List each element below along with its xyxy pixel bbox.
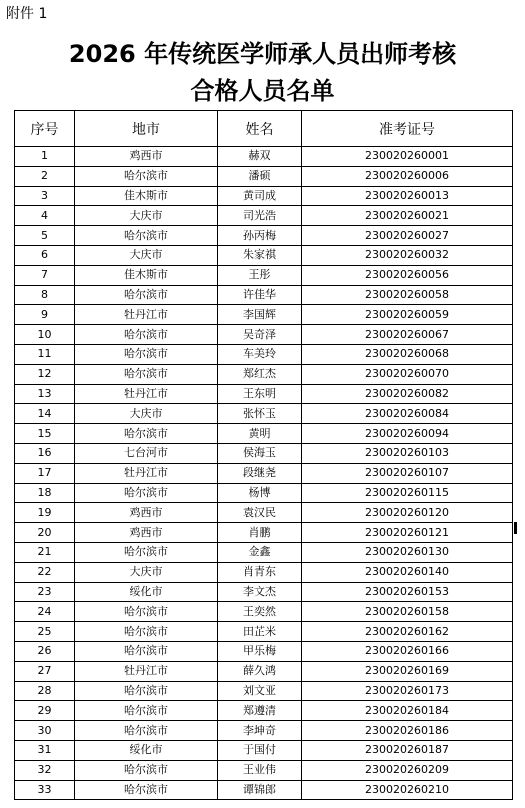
table-row — [15, 384, 513, 404]
cell-region: 七台河市 — [75, 443, 218, 463]
document-title-line-2: 合格人员名单 — [190, 77, 335, 105]
page-edge-mark — [514, 522, 517, 534]
cell-exam-id: 230020260103 — [302, 443, 513, 463]
cell-name: 黄明 — [218, 424, 302, 444]
cell-no: 7 — [15, 265, 75, 285]
cell-name: 刘文亚 — [218, 681, 302, 701]
table-row — [15, 443, 513, 463]
cell-no: 4 — [15, 206, 75, 226]
cell-no: 9 — [15, 305, 75, 325]
cell-no: 24 — [15, 602, 75, 622]
cell-region: 佳木斯市 — [75, 265, 218, 285]
cell-region: 鸡西市 — [75, 503, 218, 523]
cell-no: 32 — [15, 760, 75, 780]
cell-name: 薛久鸿 — [218, 661, 302, 681]
cell-region: 牡丹江市 — [75, 305, 218, 325]
table-row — [15, 147, 513, 167]
cell-name: 袁汉民 — [218, 503, 302, 523]
table-row — [15, 285, 513, 305]
cell-exam-id: 230020260210 — [302, 780, 513, 800]
cell-name: 王奕然 — [218, 602, 302, 622]
cell-no: 17 — [15, 463, 75, 483]
cell-region: 牡丹江市 — [75, 463, 218, 483]
cell-name: 杨博 — [218, 483, 302, 503]
document-title-line-1: 2026 年传统医学师承人员出师考核 — [68, 40, 457, 68]
cell-no: 23 — [15, 582, 75, 602]
cell-exam-id: 230020260068 — [302, 344, 513, 364]
cell-region: 大庆市 — [75, 206, 218, 226]
table-row — [15, 740, 513, 760]
cell-no: 33 — [15, 780, 75, 800]
attachment-label: 附件 1 — [6, 6, 48, 22]
cell-name: 谭锦郎 — [218, 780, 302, 800]
cell-no: 31 — [15, 740, 75, 760]
table-row — [15, 206, 513, 226]
cell-name: 郑遵清 — [218, 701, 302, 721]
cell-name: 张怀玉 — [218, 404, 302, 424]
cell-exam-id: 230020260027 — [302, 226, 513, 246]
cell-exam-id: 230020260094 — [302, 424, 513, 444]
cell-exam-id: 230020260084 — [302, 404, 513, 424]
cell-exam-id: 230020260021 — [302, 206, 513, 226]
cell-name: 司光浩 — [218, 206, 302, 226]
cell-exam-id: 230020260184 — [302, 701, 513, 721]
table-header-row — [15, 111, 513, 147]
cell-name: 王东明 — [218, 384, 302, 404]
cell-region: 哈尔滨市 — [75, 226, 218, 246]
cell-exam-id: 230020260120 — [302, 503, 513, 523]
cell-name: 许佳华 — [218, 285, 302, 305]
table-row — [15, 562, 513, 582]
cell-exam-id: 230020260001 — [302, 147, 513, 167]
table-row — [15, 166, 513, 186]
table-row — [15, 582, 513, 602]
cell-region: 哈尔滨市 — [75, 166, 218, 186]
cell-no: 25 — [15, 622, 75, 642]
cell-exam-id: 230020260130 — [302, 542, 513, 562]
cell-region: 哈尔滨市 — [75, 542, 218, 562]
cell-exam-id: 230020260186 — [302, 721, 513, 741]
cell-no: 1 — [15, 147, 75, 167]
cell-exam-id: 230020260166 — [302, 641, 513, 661]
cell-name: 李文杰 — [218, 582, 302, 602]
cell-no: 5 — [15, 226, 75, 246]
cell-exam-id: 230020260058 — [302, 285, 513, 305]
cell-exam-id: 230020260056 — [302, 265, 513, 285]
cell-region: 哈尔滨市 — [75, 760, 218, 780]
cell-name: 金鑫 — [218, 542, 302, 562]
table-row — [15, 681, 513, 701]
cell-no: 30 — [15, 721, 75, 741]
cell-name: 段继尧 — [218, 463, 302, 483]
cell-no: 19 — [15, 503, 75, 523]
cell-region: 鸡西市 — [75, 523, 218, 543]
table-row — [15, 463, 513, 483]
cell-name: 于国付 — [218, 740, 302, 760]
cell-name: 赫双 — [218, 147, 302, 167]
cell-no: 14 — [15, 404, 75, 424]
cell-region: 牡丹江市 — [75, 661, 218, 681]
cell-name: 田芷米 — [218, 622, 302, 642]
cell-region: 大庆市 — [75, 562, 218, 582]
cell-no: 18 — [15, 483, 75, 503]
cell-exam-id: 230020260158 — [302, 602, 513, 622]
cell-name: 孙丙梅 — [218, 226, 302, 246]
cell-no: 22 — [15, 562, 75, 582]
cell-no: 28 — [15, 681, 75, 701]
cell-region: 哈尔滨市 — [75, 721, 218, 741]
cell-no: 26 — [15, 641, 75, 661]
cell-region: 哈尔滨市 — [75, 622, 218, 642]
cell-region: 哈尔滨市 — [75, 285, 218, 305]
cell-region: 佳木斯市 — [75, 186, 218, 206]
cell-exam-id: 230020260082 — [302, 384, 513, 404]
cell-no: 20 — [15, 523, 75, 543]
table-row — [15, 186, 513, 206]
cell-region: 哈尔滨市 — [75, 780, 218, 800]
cell-region: 哈尔滨市 — [75, 325, 218, 345]
cell-exam-id: 230020260153 — [302, 582, 513, 602]
cell-no: 6 — [15, 245, 75, 265]
cell-no: 2 — [15, 166, 75, 186]
cell-exam-id: 230020260070 — [302, 364, 513, 384]
cell-exam-id: 230020260115 — [302, 483, 513, 503]
table-row — [15, 602, 513, 622]
cell-region: 大庆市 — [75, 245, 218, 265]
cell-name: 李国辉 — [218, 305, 302, 325]
cell-no: 15 — [15, 424, 75, 444]
table-row — [15, 364, 513, 384]
table-row — [15, 325, 513, 345]
column-header-exam-id: 准考证号 — [302, 111, 513, 147]
cell-no: 29 — [15, 701, 75, 721]
cell-name: 朱家祺 — [218, 245, 302, 265]
table-row — [15, 641, 513, 661]
cell-region: 牡丹江市 — [75, 384, 218, 404]
cell-exam-id: 230020260107 — [302, 463, 513, 483]
table-row — [15, 226, 513, 246]
table-row — [15, 404, 513, 424]
table-row — [15, 542, 513, 562]
table-row — [15, 721, 513, 741]
cell-name: 李坤奇 — [218, 721, 302, 741]
table-body — [15, 147, 513, 800]
table-row — [15, 245, 513, 265]
cell-region: 绥化市 — [75, 582, 218, 602]
cell-region: 哈尔滨市 — [75, 424, 218, 444]
cell-region: 鸡西市 — [75, 147, 218, 167]
cell-exam-id: 230020260032 — [302, 245, 513, 265]
cell-exam-id: 230020260059 — [302, 305, 513, 325]
cell-name: 车美玲 — [218, 344, 302, 364]
cell-region: 哈尔滨市 — [75, 681, 218, 701]
cell-name: 肖鹏 — [218, 523, 302, 543]
table-row — [15, 305, 513, 325]
cell-no: 27 — [15, 661, 75, 681]
table-row — [15, 701, 513, 721]
cell-no: 3 — [15, 186, 75, 206]
cell-exam-id: 230020260013 — [302, 186, 513, 206]
column-header-name: 姓名 — [218, 111, 302, 147]
cell-name: 潘硕 — [218, 166, 302, 186]
cell-exam-id: 230020260067 — [302, 325, 513, 345]
column-header-region: 地市 — [75, 111, 218, 147]
cell-region: 绥化市 — [75, 740, 218, 760]
table-row — [15, 503, 513, 523]
cell-no: 16 — [15, 443, 75, 463]
table-row — [15, 424, 513, 444]
table-row — [15, 760, 513, 780]
cell-region: 哈尔滨市 — [75, 602, 218, 622]
cell-exam-id: 230020260140 — [302, 562, 513, 582]
qualified-personnel-table — [14, 110, 513, 800]
table-row — [15, 483, 513, 503]
cell-exam-id: 230020260173 — [302, 681, 513, 701]
cell-exam-id: 230020260187 — [302, 740, 513, 760]
table-row — [15, 344, 513, 364]
cell-no: 21 — [15, 542, 75, 562]
table-row — [15, 780, 513, 800]
table-row — [15, 622, 513, 642]
cell-name: 肖青东 — [218, 562, 302, 582]
cell-exam-id: 230020260006 — [302, 166, 513, 186]
cell-region: 哈尔滨市 — [75, 483, 218, 503]
cell-name: 甲乐梅 — [218, 641, 302, 661]
column-header-no: 序号 — [15, 111, 75, 147]
cell-region: 大庆市 — [75, 404, 218, 424]
cell-no: 12 — [15, 364, 75, 384]
cell-name: 黄司成 — [218, 186, 302, 206]
cell-name: 侯海玉 — [218, 443, 302, 463]
cell-name: 吴奇泽 — [218, 325, 302, 345]
cell-name: 郑红杰 — [218, 364, 302, 384]
cell-name: 王业伟 — [218, 760, 302, 780]
cell-name: 王彤 — [218, 265, 302, 285]
table-row — [15, 265, 513, 285]
cell-no: 13 — [15, 384, 75, 404]
cell-region: 哈尔滨市 — [75, 701, 218, 721]
cell-exam-id: 230020260121 — [302, 523, 513, 543]
cell-exam-id: 230020260169 — [302, 661, 513, 681]
cell-exam-id: 230020260209 — [302, 760, 513, 780]
cell-region: 哈尔滨市 — [75, 344, 218, 364]
cell-region: 哈尔滨市 — [75, 641, 218, 661]
cell-no: 8 — [15, 285, 75, 305]
cell-no: 10 — [15, 325, 75, 345]
cell-exam-id: 230020260162 — [302, 622, 513, 642]
cell-no: 11 — [15, 344, 75, 364]
table-row — [15, 661, 513, 681]
cell-region: 哈尔滨市 — [75, 364, 218, 384]
table-row — [15, 523, 513, 543]
